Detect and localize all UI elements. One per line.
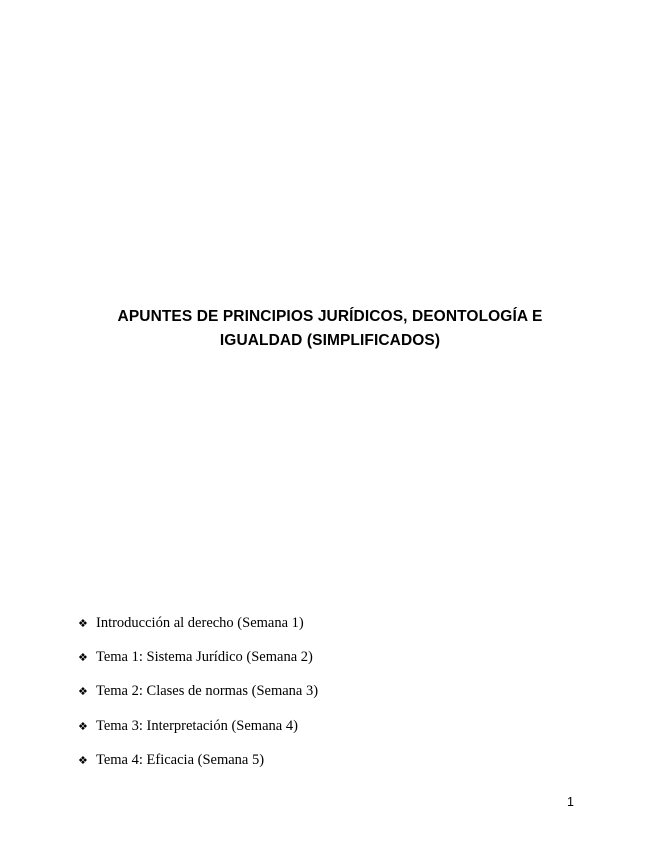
list-item — [78, 640, 318, 674]
title-line-1: APUNTES DE PRINCIPIOS JURÍDICOS, DEONTOLOGÍA E — [117, 308, 543, 325]
table-of-contents — [78, 606, 318, 777]
list-item — [78, 606, 318, 640]
list-item — [78, 743, 318, 777]
diamond-bullet-icon: ❖ — [78, 685, 88, 699]
toc-item-label: Tema 1: Sistema Jurídico (Semana 2) — [96, 648, 313, 665]
document-title — [60, 305, 600, 353]
diamond-bullet-icon: ❖ — [78, 650, 88, 664]
toc-item-label: Tema 4: Eficacia (Semana 5) — [96, 751, 265, 768]
toc-item-label: Introducción al derecho (Semana 1) — [96, 614, 304, 631]
page-number: 1 — [567, 795, 574, 809]
diamond-bullet-icon: ❖ — [78, 719, 88, 733]
title-line-2: IGUALDAD (SIMPLIFICADOS) — [219, 332, 441, 349]
list-item — [78, 709, 318, 743]
diamond-bullet-icon: ❖ — [78, 753, 88, 767]
toc-item-label: Tema 2: Clases de normas (Semana 3) — [96, 683, 319, 700]
diamond-bullet-icon: ❖ — [78, 616, 88, 630]
toc-item-label: Tema 3: Interpretación (Semana 4) — [96, 717, 298, 734]
list-item — [78, 675, 318, 709]
